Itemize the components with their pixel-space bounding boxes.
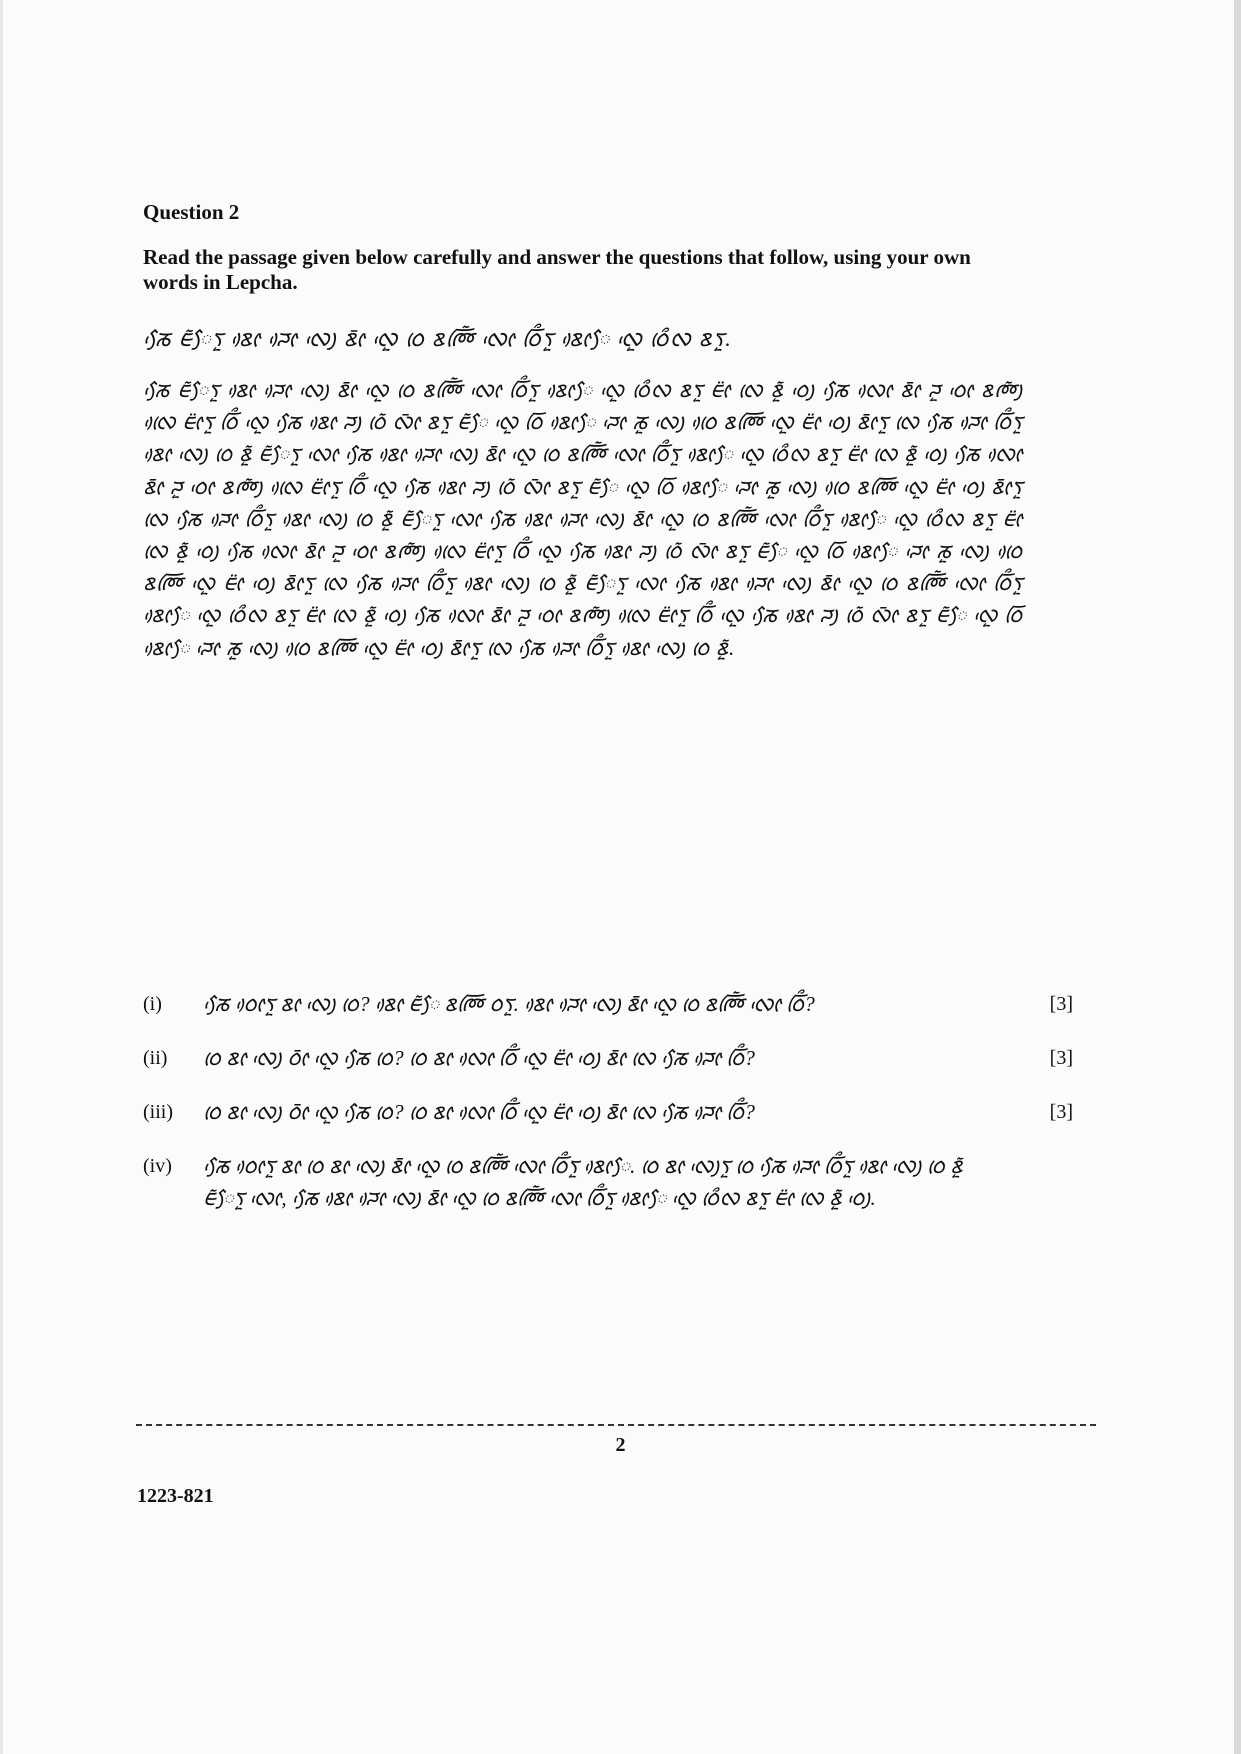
passage-title: ᰕᰧᰵ ᰀᰶᰧᰛᰬ ᰣᰦᰴ ᰎᰦᰴ ᰜᰪᰵ ᰣᰦᰳ ᰜᰬᰵ ᰓᰨ ᰣᰢᰩᰶ ᰜᰦᰵ ᰓᰩᰰᰛᰬ ᰣᰦᰴᰧ ᰜᰬᰵ ᰓᰨᰰᰜ ᰣᰛᰬ. <box>143 326 732 351</box>
question-marks: [3] <box>1049 1101 1073 1123</box>
question-number: (iv) <box>143 1155 172 1177</box>
instructions: Read the passage given below carefully and answer the questions that follow, using your own words in Lepcha. <box>143 245 971 294</box>
footer-divider <box>136 1424 1096 1426</box>
question-list <box>143 988 1073 1236</box>
question-marks: [3] <box>1049 993 1073 1015</box>
question-item <box>143 1150 1073 1214</box>
question-item <box>143 1042 1073 1074</box>
paper-code: 1223-821 <box>137 1485 214 1507</box>
question-text: ᰕᰧᰵ ᰓᰦᰴᰛᰬ ᰣᰦ ᰜᰪᰵ ᰓᰨ? ᰣᰦᰴ ᰀᰶᰧ ᰣᰢᰩ ᰓᰛᰬ. ᰣᰦᰴ ᰎᰦᰴ ᰜᰪᰵ ᰣᰦᰳ ᰜᰬᰵ ᰓᰨ ᰣᰢᰩᰶ ᰜᰦᰵ ᰓᰩᰰ? <box>203 992 815 1016</box>
question-text: ᰓᰨ ᰣᰦ ᰜᰪᰵ ᰓᰦᰳ ᰜᰬᰵ ᰕᰧᰵ ᰓᰨ? ᰓᰨ ᰣᰦ ᰜᰦᰴ ᰓᰩᰰ ᰜᰬᰵ ᰀᰦᰮ ᰓᰪᰵ ᰣᰦᰳ ᰜᰨ ᰕᰧᰵ ᰎᰦᰴ ᰓᰩᰰ? <box>203 1100 755 1124</box>
scan-edge-right <box>1234 0 1241 1754</box>
question-text: ᰓᰨ ᰣᰦ ᰜᰪᰵ ᰓᰦᰳ ᰜᰬᰵ ᰕᰧᰵ ᰓᰨ? ᰓᰨ ᰣᰦ ᰜᰦᰴ ᰓᰩᰰ ᰜᰬᰵ ᰀᰦᰮ ᰓᰪᰵ ᰣᰦᰳ ᰜᰨ ᰕᰧᰵ ᰎᰦᰴ ᰓᰩᰰ? <box>203 1046 755 1070</box>
page-number: 2 <box>615 1434 626 1456</box>
passage-text: ᰕᰧᰵ ᰀᰶᰧᰛᰬ ᰣᰦᰴ ᰎᰦᰴ ᰜᰪᰵ ᰣᰦᰳ ᰜᰬᰵ ᰓᰨ ᰣᰢᰩᰶ ᰜᰦᰵ ᰓᰩᰰᰛᰬ ᰣᰦᰴᰧ ᰜᰬᰵ ᰓᰨᰰᰜ ᰣᰛᰬ ᰀᰦᰮ ᰜᰨ ᰣᰬᰶ ᰓᰪᰵ ᰕᰧᰵ ᰜᰦᰴ ᰣᰦᰳ ᰎᰬ ᰓᰦᰵ ᰣᰢᰪᰶ ᰜᰨᰴ ᰀᰦᰮᰛᰬ ᰓᰩᰰ ᰜᰬᰵ ᰕᰧᰵ ᰣᰦᰴ ᰎᰪ ᰓᰨᰶ ᰜᰦᰳ ᰣᰛᰬ ᰀᰶᰧ ᰜᰬᰵ ᰓᰩ ᰣᰦᰴᰧ ᰎᰦᰵ ᰕᰬ ᰜᰪᰵ ᰓᰨᰴ ᰣᰢᰩ ᰜᰬᰵ ᰀᰦᰮ ᰓᰪᰵ ᰣᰦᰳᰛᰬ ᰜᰨ ᰕᰧᰵ ᰎᰦᰴ ᰓᰩᰰᰛᰬ ᰣᰦᰴ ᰜᰪᰵ ᰓᰨ ᰣᰬᰶ ᰀᰶᰧᰛᰬ ᰜᰦᰵ ᰕᰧᰵ ᰣᰦᰴ ᰎᰦᰴ ᰜᰪᰵ ᰣᰦᰳ ᰜᰬᰵ ᰓᰨ ᰣᰢᰩᰶ ᰜᰦᰵ ᰓᰩᰰᰛᰬ ᰣᰦᰴᰧ ᰜᰬᰵ ᰓᰨᰰᰜ ᰣᰛᰬ ᰀᰦᰮ ᰜᰨ ᰣᰬᰶ ᰓᰪᰵ ᰕᰧᰵ ᰜᰦᰴ ᰣᰦᰳ ᰎᰬ ᰓᰦᰵ ᰣᰢᰪᰶ ᰜᰨᰴ ᰀᰦᰮᰛᰬ ᰓᰩᰰ ᰜᰬᰵ ᰕᰧᰵ ᰣᰦᰴ ᰎᰪ ᰓᰨᰶ ᰜᰦᰳ ᰣᰛᰬ ᰀᰶᰧ ᰜᰬᰵ ᰓᰩ ᰣᰦᰴᰧ ᰎᰦᰵ ᰕᰬ ᰜᰪᰵ ᰓᰨᰴ ᰣᰢᰩ ᰜᰬᰵ ᰀᰦᰮ ᰓᰪᰵ ᰣᰦᰳᰛᰬ ᰜᰨ ᰕᰧᰵ ᰎᰦᰴ ᰓᰩᰰᰛᰬ ᰣᰦᰴ ᰜᰪᰵ ᰓᰨ ᰣᰬᰶ ᰀᰶᰧᰛᰬ ᰜᰦᰵ ᰕᰧᰵ ᰣᰦᰴ ᰎᰦᰴ ᰜᰪᰵ ᰣᰦᰳ ᰜᰬᰵ ᰓᰨ ᰣᰢᰩᰶ ᰜᰦᰵ ᰓᰩᰰᰛᰬ ᰣᰦᰴᰧ ᰜᰬᰵ ᰓᰨᰰᰜ ᰣᰛᰬ ᰀᰦᰮ ᰜᰨ ᰣᰬᰶ ᰓᰪᰵ ᰕᰧᰵ ᰜᰦᰴ ᰣᰦᰳ ᰎᰬ ᰓᰦᰵ ᰣᰢᰪᰶ ᰜᰨᰴ ᰀᰦᰮᰛᰬ ᰓᰩᰰ ᰜᰬᰵ ᰕᰧᰵ ᰣᰦᰴ ᰎᰪ ᰓᰨᰶ ᰜᰦᰳ ᰣᰛᰬ ᰀᰶᰧ ᰜᰬᰵ ᰓᰩ ᰣᰦᰴᰧ ᰎᰦᰵ ᰕᰬ ᰜᰪᰵ ᰓᰨᰴ ᰣᰢᰩ ᰜᰬᰵ ᰀᰦᰮ ᰓᰪᰵ ᰣᰦᰳᰛᰬ ᰜᰨ ᰕᰧᰵ ᰎᰦᰴ ᰓᰩᰰᰛᰬ ᰣᰦᰴ ᰜᰪᰵ ᰓᰨ ᰣᰬᰶ ᰀᰶᰧᰛᰬ ᰜᰦᰵ ᰕᰧᰵ ᰣᰦᰴ ᰎᰦᰴ ᰜᰪᰵ ᰣᰦᰳ ᰜᰬᰵ ᰓᰨ ᰣᰢᰩᰶ ᰜᰦᰵ ᰓᰩᰰᰛᰬ ᰣᰦᰴᰧ ᰜᰬᰵ ᰓᰨᰰᰜ ᰣᰛᰬ ᰀᰦᰮ ᰜᰨ ᰣᰬᰶ ᰓᰪᰵ ᰕᰧᰵ ᰜᰦᰴ ᰣᰦᰳ ᰎᰬ ᰓᰦᰵ ᰣᰢᰪᰶ ᰜᰨᰴ ᰀᰦᰮᰛᰬ ᰓᰩᰰ ᰜᰬᰵ ᰕᰧᰵ ᰣᰦᰴ ᰎᰪ ᰓᰨᰶ ᰜᰦᰳ ᰣᰛᰬ ᰀᰶᰧ ᰜᰬᰵ ᰓᰩ ᰣᰦᰴᰧ ᰎᰦᰵ ᰕᰬ ᰜᰪᰵ ᰓᰨᰴ ᰣᰢᰩ ᰜᰬᰵ ᰀᰦᰮ ᰓᰪᰵ ᰣᰦᰳᰛᰬ ᰜᰨ ᰕᰧᰵ ᰎᰦᰴ ᰓᰩᰰᰛᰬ ᰣᰦᰴ ᰜᰪᰵ ᰓᰨ ᰣᰬᰶ. <box>143 378 1023 660</box>
question-number: (i) <box>143 993 162 1015</box>
scan-edge-left <box>0 0 3 1754</box>
question-marks: [3] <box>1049 1047 1073 1069</box>
question-label: Question 2 <box>143 200 240 224</box>
question-item <box>143 988 1073 1020</box>
question-item <box>143 1096 1073 1128</box>
question-number: (ii) <box>143 1047 168 1069</box>
question-text: ᰕᰧᰵ ᰓᰦᰴᰛᰬ ᰣᰦ ᰓᰨ ᰣᰦ ᰜᰪᰵ ᰣᰦᰳ ᰜᰬᰵ ᰓᰨ ᰣᰢᰩᰶ ᰜᰦᰵ ᰓᰩᰰᰛᰬ ᰣᰦᰴᰧ. ᰓᰨ ᰣᰦ ᰜᰪᰵᰛᰬ ᰓᰨ ᰕᰧᰵ ᰎᰦᰴ ᰓᰩᰰᰛᰬ ᰣᰦᰴ ᰜᰪᰵ ᰓᰨ ᰣᰬᰶ ᰀᰶᰧᰛᰬ ᰜᰦᰵ, ᰕᰧᰵ ᰣᰦᰴ ᰎᰦᰴ ᰜᰪᰵ ᰣᰦᰳ ᰜᰬᰵ ᰓᰨ ᰣᰢᰩᰶ ᰜᰦᰵ ᰓᰩᰰᰛᰬ ᰣᰦᰴᰧ ᰜᰬᰵ ᰓᰨᰰᰜ ᰣᰛᰬ ᰀᰦᰮ ᰜᰨ ᰣᰬᰶ ᰓᰪᰵ. <box>203 1154 964 1210</box>
question-number: (iii) <box>143 1101 173 1123</box>
